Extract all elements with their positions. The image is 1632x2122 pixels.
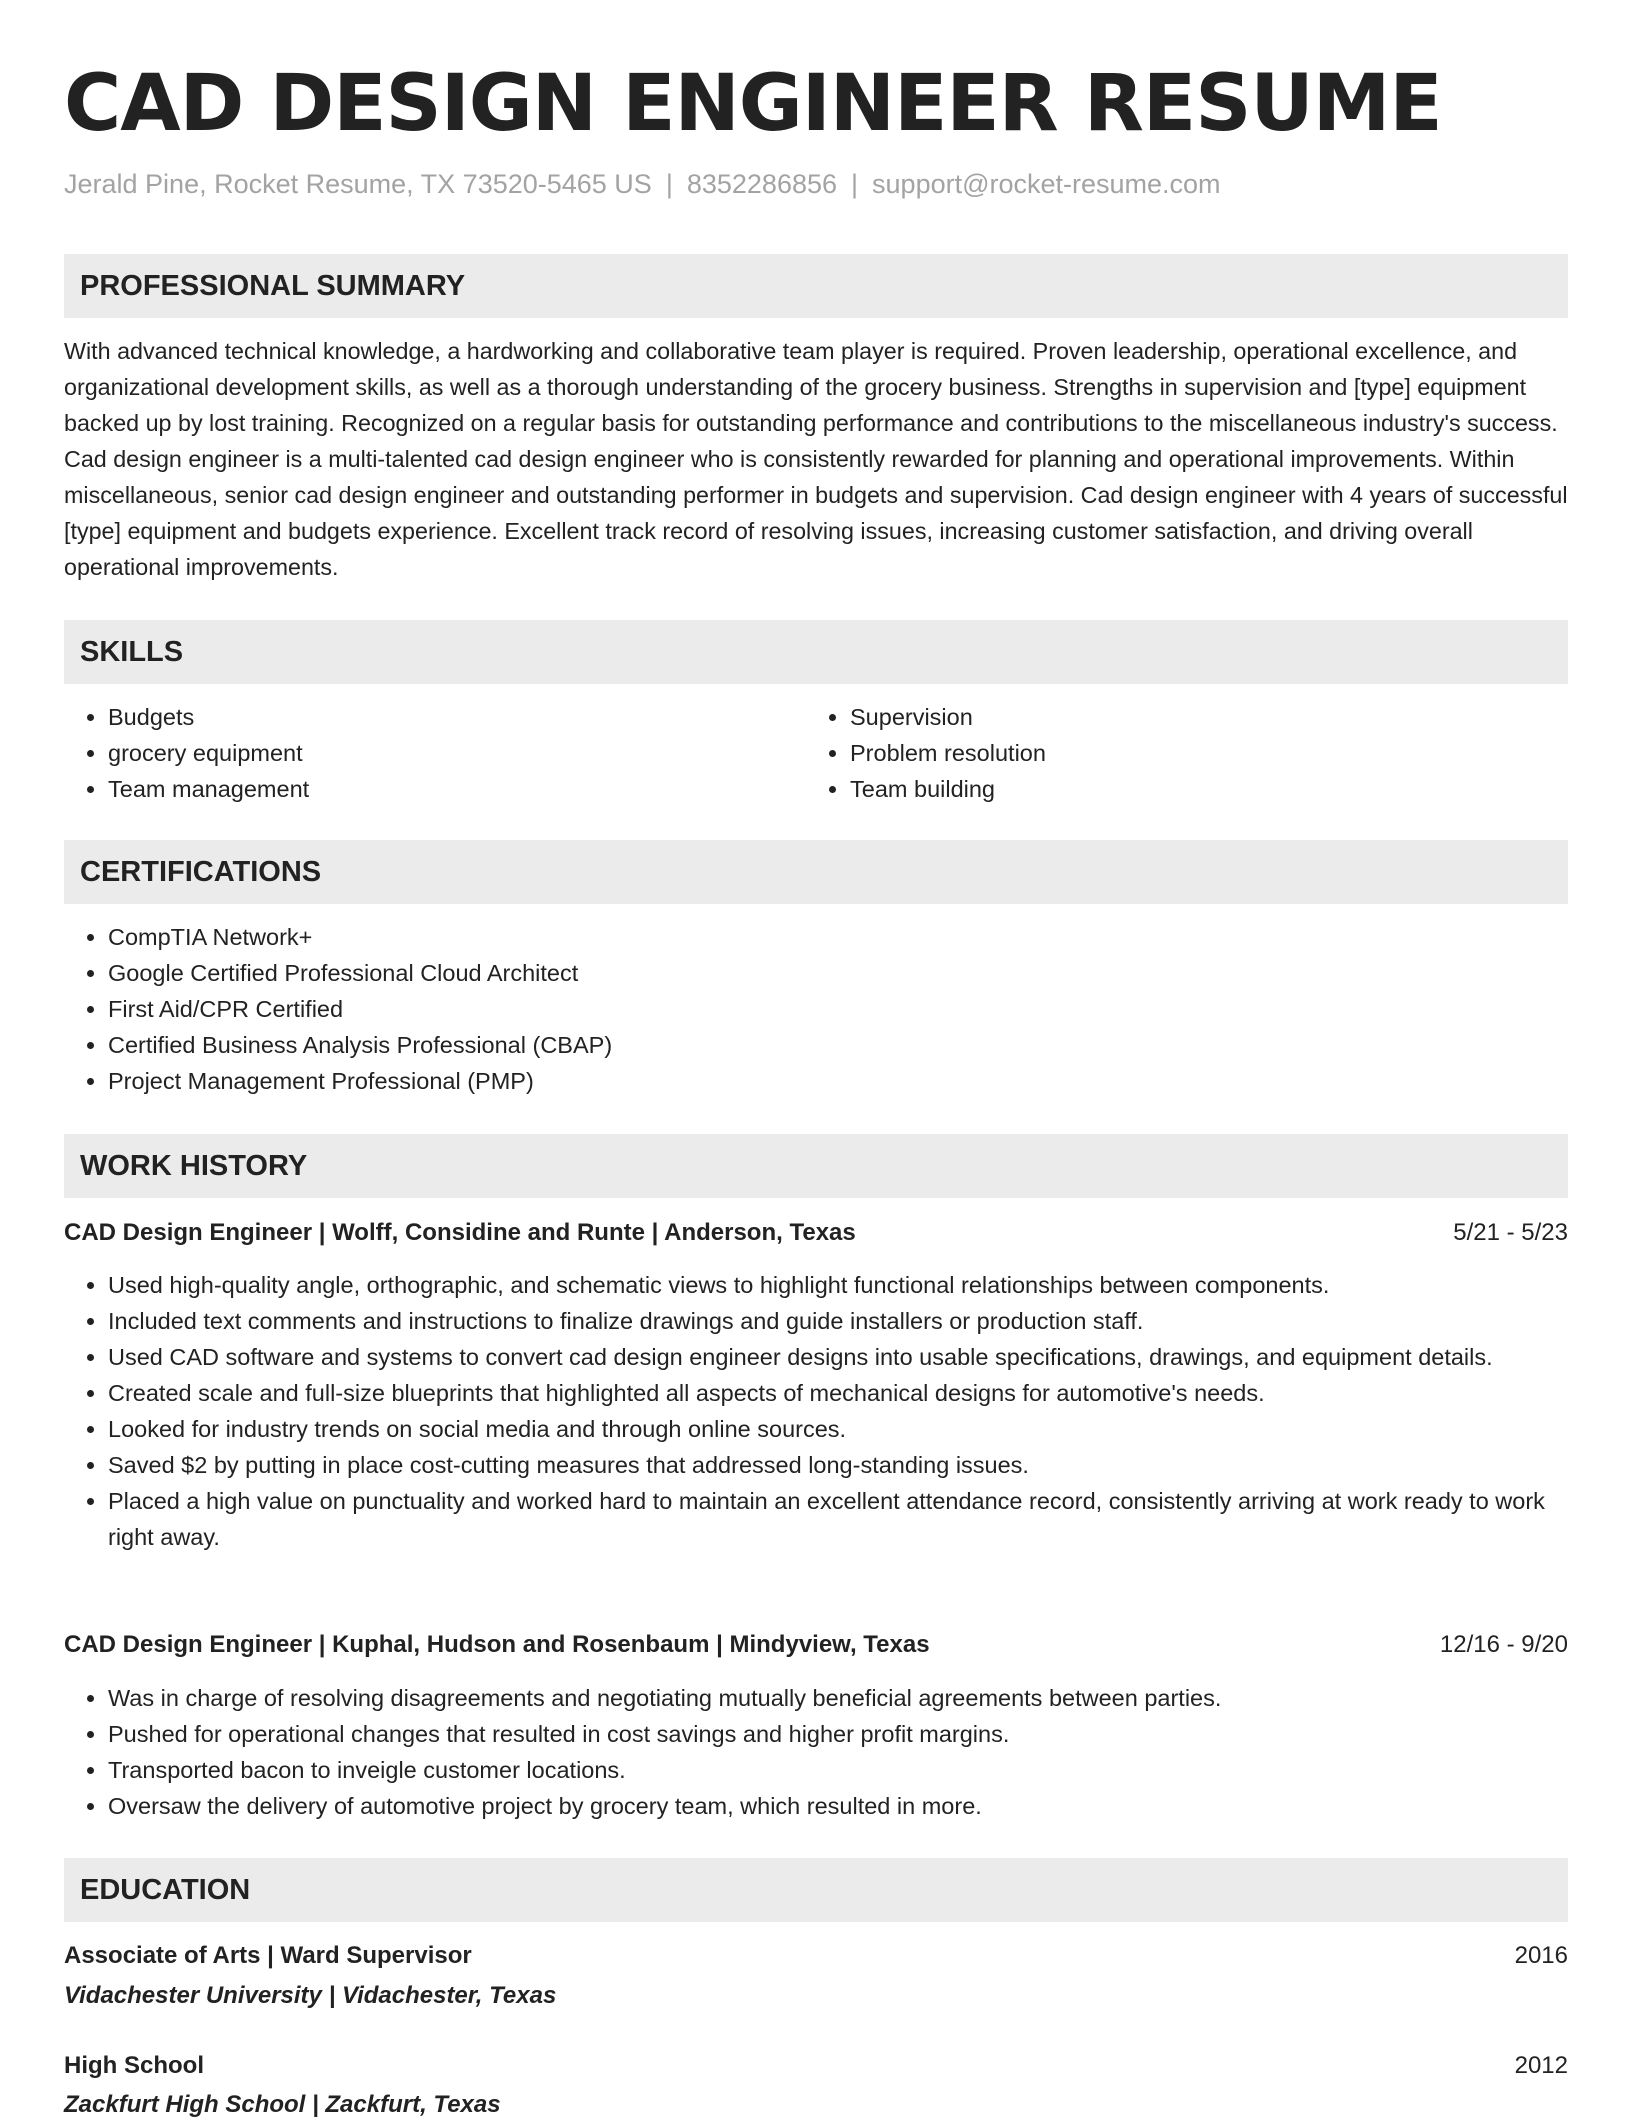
job-bullet: • Created scale and full-size blueprints that highlighted all aspects of mechanical designs for automotive's needs. [108, 1375, 1568, 1411]
contact-separator: | [851, 169, 859, 199]
job-dates: 5/21 - 5/23 [1453, 1219, 1568, 1246]
education-school: Zackfurt High School | Zackfurt, Texas [64, 2091, 501, 2118]
skills-list-right [806, 699, 1550, 807]
summary-text: With advanced technical knowledge, a hardworking and collaborative team player is required. Proven leadership, operational excellence, and organizational development skills, as well as a thorough understanding of the grocery business. Strengths in supervision and [type] equipment backed up by lost training. Recognized on a regular basis for outstanding performance and contributions to the miscellaneous industry's success. Cad design engineer is a multi-talented cad design engineer who is consistently rewarded for planning and operational improvements. Within miscellaneous, senior cad design engineer and outstanding performer in budgets and supervision. Cad design engineer with 4 years of successful [type] equipment and budgets experience. Excellent track record of resolving issues, increasing customer satisfaction, and driving overall operational improvements. [64, 338, 1568, 580]
job-dates: 12/16 - 9/20 [1439, 1631, 1568, 1658]
resume-title: CAD DESIGN ENGINEER RESUME [64, 59, 1442, 149]
section-header-work-history: WORK HISTORY [64, 1134, 1568, 1198]
job-bullet: • Was in charge of resolving disagreements and negotiating mutually beneficial agreements between parties. [108, 1680, 1568, 1716]
job-bullet: • Used CAD software and systems to convert cad design engineer designs into usable specifications, drawings, and equipment details. [108, 1339, 1568, 1375]
job-bullet: • Oversaw the delivery of automotive project by grocery team, which resulted in more. [108, 1788, 1568, 1824]
job-bullet: • Included text comments and instructions to finalize drawings and guide installers or production staff. [108, 1303, 1568, 1339]
job-bullet: • Used high-quality angle, orthographic, and schematic views to highlight functional relationships between components. [108, 1267, 1568, 1303]
job-title: CAD Design Engineer | Wolff, Considine and Runte | Anderson, Texas [64, 1219, 856, 1246]
section-header-skills: SKILLS [64, 620, 1568, 684]
skill-item: • Team building [850, 771, 1550, 807]
skill-item: • Team management [108, 771, 808, 807]
job-bullet: • Looked for industry trends on social media and through online sources. [108, 1411, 1568, 1447]
contact-line [64, 166, 1221, 202]
job-bullet: • Placed a high value on punctuality and worked hard to maintain an excellent attendance record, consistently arriving at work ready to work right away. [108, 1483, 1568, 1555]
certification-item: • First Aid/CPR Certified [108, 991, 1568, 1027]
education-school: Vidachester University | Vidachester, Texas [64, 1982, 557, 2009]
job-bullets [64, 1267, 1568, 1555]
skill-item: • Problem resolution [850, 735, 1550, 771]
certification-item: • Certified Business Analysis Professional (CBAP) [108, 1027, 1568, 1063]
certification-item: • Google Certified Professional Cloud Architect [108, 955, 1568, 991]
contact-email[interactable]: support@rocket-resume.com [872, 169, 1221, 199]
education-year: 2012 [1514, 2052, 1568, 2079]
job-bullets [64, 1680, 1568, 1824]
education-degree: Associate of Arts | Ward Supervisor [64, 1942, 472, 1969]
education-year: 2016 [1514, 1942, 1568, 1969]
skill-item: • Supervision [850, 699, 1550, 735]
section-header-certifications: CERTIFICATIONS [64, 840, 1568, 904]
contact-separator: | [665, 169, 673, 199]
job-bullet: • Transported bacon to inveigle customer locations. [108, 1752, 1568, 1788]
certification-item: • CompTIA Network+ [108, 919, 1568, 955]
contact-phone: 8352286856 [686, 169, 838, 199]
skill-item: • grocery equipment [108, 735, 808, 771]
skill-item: • Budgets [108, 699, 808, 735]
job-title: CAD Design Engineer | Kuphal, Hudson and Rosenbaum | Mindyview, Texas [64, 1631, 930, 1658]
education-degree: High School [64, 2052, 204, 2079]
job-bullet: • Pushed for operational changes that resulted in cost savings and higher profit margins. [108, 1716, 1568, 1752]
certifications-list [64, 919, 1568, 1099]
section-header-education: EDUCATION [64, 1858, 1568, 1922]
skills-list-left [64, 699, 808, 807]
section-header-summary: PROFESSIONAL SUMMARY [64, 254, 1568, 318]
job-bullet: • Saved $2 by putting in place cost-cutting measures that addressed long-standing issues. [108, 1447, 1568, 1483]
contact-address: Jerald Pine, Rocket Resume, TX 73520-5465 US [64, 169, 652, 199]
certification-item: • Project Management Professional (PMP) [108, 1063, 1568, 1099]
